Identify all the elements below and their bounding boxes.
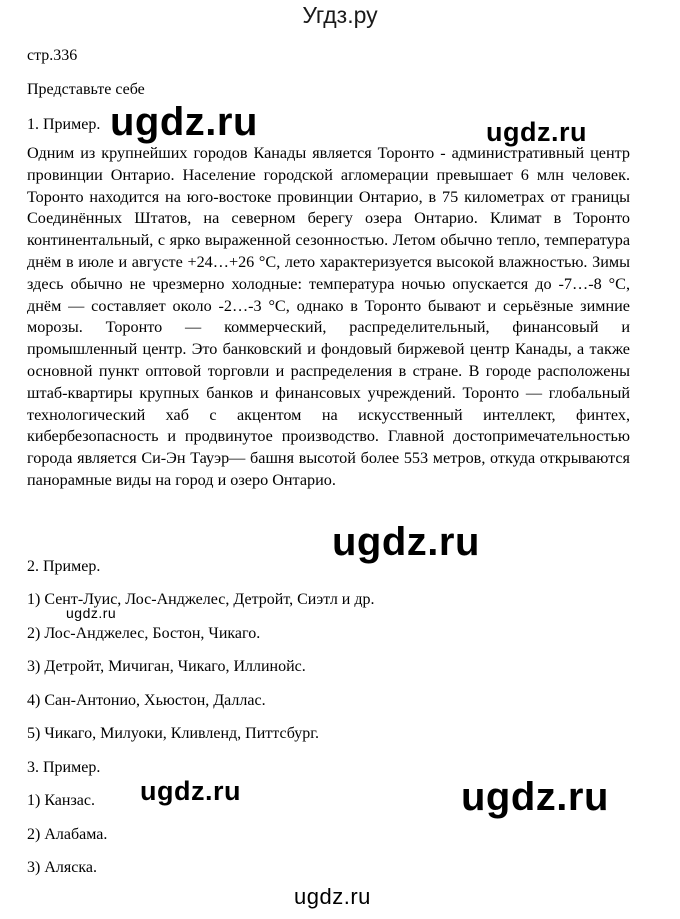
- page-label: стр.336: [27, 47, 78, 64]
- watermark: ugdz.ru: [140, 776, 241, 806]
- watermark: ugdz.ru: [486, 117, 587, 147]
- task3-item: 3) Аляска.: [27, 859, 97, 876]
- task2-item: 3) Детройт, Мичиган, Чикаго, Иллинойс.: [27, 658, 306, 675]
- task2-item: 5) Чикаго, Милуоки, Кливленд, Питтсбург.: [27, 725, 320, 742]
- task1-text: Одним из крупнейших городов Канады является Торонто - административный центр провинции Онтарио. Население городской агломерации превышает 6 млн человек. Торонто находится на юго-востоке провинции Онтарио, в 75 километрах от границы Соединённых Штатов, на северном берегу озера Онтарио. Климат в Торонто континентальный, с ярко выраженной сезонностью. Летом обычно тепло, температура днём в июле и августе +24…+26 °C, лето характеризуется высокой влажностью. Зимы здесь обычно не чрезмерно холодные: температура ночью опускается до -7…-8 °C, днём — составляет около -2…-3 °C, однако в Торонто бывают и серьёзные зимние морозы. Торонто — коммерческий, распределительный, финансовый и промышленный центр. Это банковский и фондовый биржевой центр Канады, а также основной пункт оптовой торговли и распределения в стране. В городе расположены штаб-квартиры крупных банков и финансовых учреждений. Торонто — глобальный технологический хаб с акцентом на искусственный интеллект, финтех, кибербезопасность и продвинутое производство. Главной достопримечательностью города является Си-Эн Тауэр— башня высотой более 553 метров, откуда открываются панорамные виды на город и озеро Онтарио.: [27, 144, 630, 489]
- task3-heading: 3. Пример.: [27, 759, 101, 776]
- watermark: ugdz.ru: [294, 884, 371, 909]
- task2-heading: 2. Пример.: [27, 558, 101, 575]
- section-title: Представьте себе: [27, 81, 145, 98]
- task1-heading: 1. Пример.: [27, 116, 101, 133]
- site-title: Угдз.ру: [302, 2, 378, 28]
- task3-item: 2) Алабама.: [27, 826, 108, 843]
- watermark: ugdz.ru: [66, 605, 117, 621]
- watermark: ugdz.ru: [332, 520, 480, 564]
- task3-item: 1) Канзас.: [27, 792, 95, 809]
- watermark: ugdz.ru: [110, 100, 258, 144]
- task2-item: 1) Сент-Луис, Лос-Анджелес, Детройт, Сиэтл и др.: [27, 591, 375, 608]
- task2-item: 2) Лос-Анджелес, Бостон, Чикаго.: [27, 625, 261, 642]
- task2-item: 4) Сан-Антонио, Хьюстон, Даллас.: [27, 692, 266, 709]
- watermark: ugdz.ru: [461, 775, 609, 819]
